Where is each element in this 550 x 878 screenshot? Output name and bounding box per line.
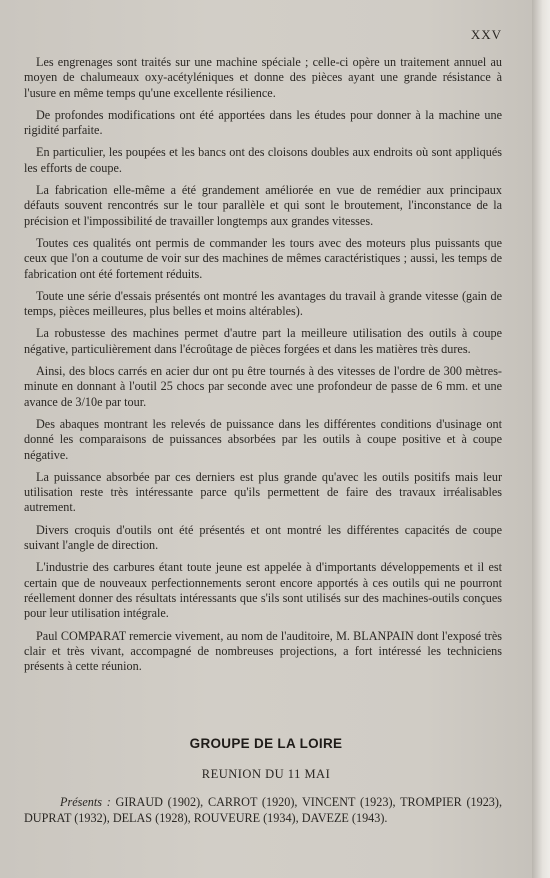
paragraph: Paul COMPARAT remercie vivement, au nom de l'auditoire, M. BLANPAIN dont l'exposé très clair et très vivant, accompagné de nombreuses projections, a fort intéressé les techniciens présents à cette réunion. <box>24 628 502 674</box>
paragraph: L'industrie des carbures étant toute jeune est appelée à d'importants développements et il est certain que de nouveaux perfectionnements seront encore apportés à ces outils qui ne pourront réellement donner des résultats intéressants que s'ils sont utilisés sur des machines-outils conçues pour leur utilisation intégrale. <box>24 560 502 621</box>
paragraph: Toutes ces qualités ont permis de commander les tours avec des moteurs plus puissants que ceux que l'on a coutume de voir sur des machines de mêmes caractéristiques ; aussi, les temps de fabrication ont été fortement réduits. <box>24 235 502 281</box>
meeting-title: REUNION DU 11 MAI <box>201 767 331 781</box>
body-text <box>24 55 502 681</box>
paragraph: De profondes modifications ont été apportées dans les études pour donner à la machine une rigidité parfaite. <box>24 107 502 138</box>
paragraph: La puissance absorbée par ces derniers est plus grande qu'avec les outils positifs mais leur utilisation reste très intéressante parce qu'ils permettent de faire des travaux irréalisables autrement. <box>24 469 502 515</box>
paragraph: La fabrication elle-même a été grandement améliorée en vue de remédier aux principaux défauts souvent rencontrés sur le tour parallèle et qui sont le broutement, l'inconstance de la précision et l'impossibilité de travailler longtemps aux grandes vitesses. <box>24 183 502 228</box>
paragraph: La robustesse des machines permet d'autre part la meilleure utilisation des outils à coupe négative, particulièrement dans l'écroûtage de pièces forgées et dans les matières très dures. <box>24 326 502 356</box>
attendees-list <box>24 795 502 826</box>
attendees-names: GIRAUD (1902), CARROT (1920), VINCENT (1923), TROMPIER (1923), DUPRAT (1932), DELAS (1928), ROUVEURE (1934), DAVEZE (1943). <box>24 795 502 825</box>
paragraph: Toute une série d'essais présentés ont montré les avantages du travail à grande vitesse (gain de temps, pièces meilleures, plus belles et moins altérables). <box>24 288 502 319</box>
paragraph: Des abaques montrant les relevés de puissance dans les différentes conditions d'usinage ont donné les comparaisons de puissances absorbées par les outils à coupe positive et à coupe négative. <box>24 416 502 462</box>
paragraph: En particulier, les poupées et les bancs ont des cloisons doubles aux endroits où sont appliqués les efforts de coupe. <box>24 145 502 175</box>
paragraph: Divers croquis d'outils ont été présentés et ont montré les différentes capacités de coupe suivant l'angle de direction. <box>24 522 502 553</box>
attendees-label: Présents : <box>60 795 111 809</box>
paragraph: Les engrenages sont traités sur une machine spéciale ; celle-ci opère un traitement annuel au moyen de chalumeaux oxy-acétyléniques et donne des pièces ayant une grande résistance à l'usure en même temps qu'une excellente résilience. <box>24 55 502 100</box>
page-number: XXV <box>470 27 502 42</box>
paragraph: Ainsi, des blocs carrés en acier dur ont pu être tournés à des vitesses de l'ordre de 300 mètres-minute en donnant à l'outil 25 chocs par seconde avec une profondeur de passe de 6 mm. et une avance de 3/10e par tour. <box>24 364 502 409</box>
section-title: GROUPE DE LA LOIRE <box>189 736 343 751</box>
page-edge <box>532 0 550 878</box>
